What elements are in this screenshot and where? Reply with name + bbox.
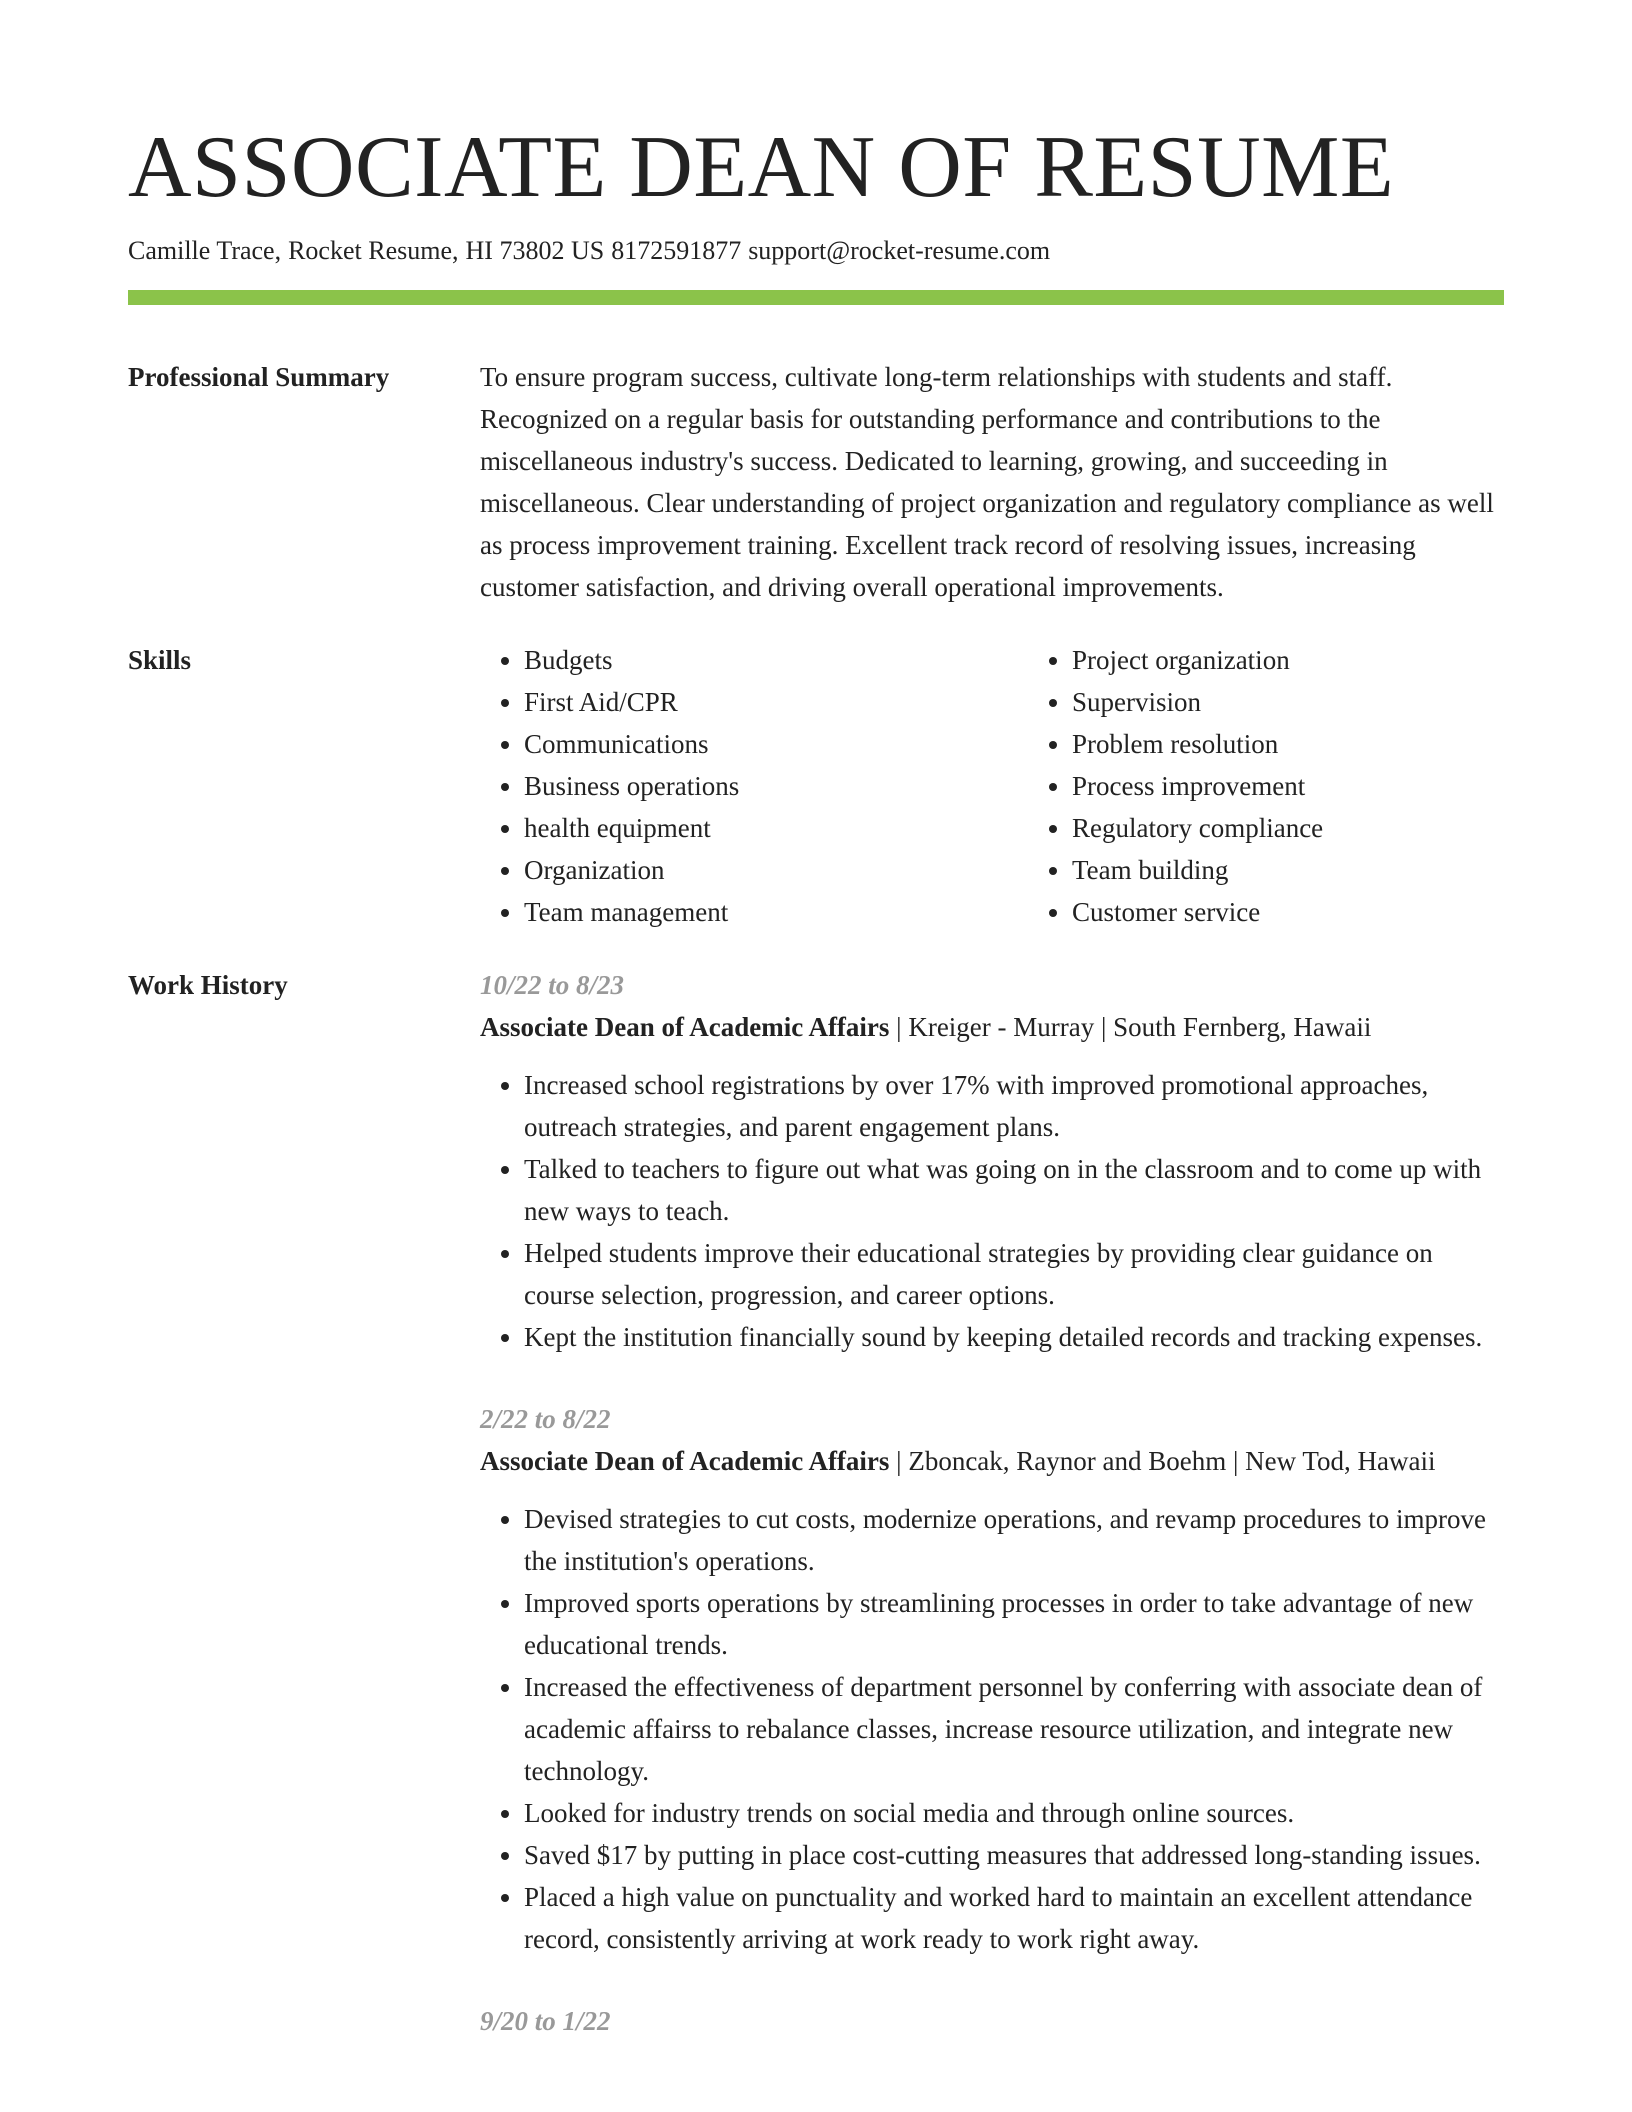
skill-item: • Problem resolution: [1072, 723, 1576, 765]
skill-item: • Business operations: [524, 765, 1028, 807]
job-title: Associate Dean of Academic Affairs: [480, 1446, 890, 1476]
job-details: | Kreiger - Murray | South Fernberg, Hawaii: [896, 1012, 1372, 1042]
job-details: | Zboncak, Raynor and Boehm | New Tod, Hawaii: [896, 1446, 1436, 1476]
skill-item: • Communications: [524, 723, 1028, 765]
job-bullet: • Devised strategies to cut costs, modernize operations, and revamp procedures to improve the institution's operations.: [524, 1498, 1504, 1582]
contact-line: [128, 234, 1504, 268]
skills-body: [480, 639, 1576, 933]
skill-item: • First Aid/CPR: [524, 681, 1028, 723]
skill-item: • Process improvement: [1072, 765, 1576, 807]
job-bullet: • Increased the effectiveness of department personnel by conferring with associate dean of academic affairss to rebalance classes, increase resource utilization, and integrate new technology.: [524, 1666, 1504, 1792]
job-bullet: • Saved $17 by putting in place cost-cutting measures that addressed long-standing issues.: [524, 1834, 1504, 1876]
resume-page: [128, 118, 1504, 2082]
contact-location: HI 73802 US: [465, 236, 605, 265]
skill-item: • Budgets: [524, 639, 1028, 681]
job-bullets: [480, 1498, 1504, 1960]
job-bullet: • Talked to teachers to figure out what was going on in the classroom and to come up with new ways to teach.: [524, 1148, 1504, 1232]
summary-heading: Professional Summary: [128, 362, 390, 392]
job-entry: [480, 2000, 1504, 2042]
skills-heading: Skills: [128, 645, 192, 675]
job-bullet: • Looked for industry trends on social media and through online sources.: [524, 1792, 1504, 1834]
accent-divider: [128, 290, 1504, 305]
job-dates: 10/22 to 8/23: [480, 970, 625, 1000]
skill-item: • Supervision: [1072, 681, 1576, 723]
job-bullet: • Placed a high value on punctuality and worked hard to maintain an excellent attendance record, consistently arriving at work ready to work right away.: [524, 1876, 1504, 1960]
contact-email: support@rocket-resume.com: [748, 236, 1051, 265]
skills-list-right: [1028, 639, 1576, 933]
job-bullet: • Kept the institution financially sound by keeping detailed records and tracking expenses.: [524, 1316, 1504, 1358]
skill-item: • Regulatory compliance: [1072, 807, 1576, 849]
job-entry: [480, 1398, 1504, 1960]
job-dates: 2/22 to 8/22: [480, 1404, 611, 1434]
job-bullet: • Helped students improve their educational strategies by providing clear guidance on course selection, progression, and career options.: [524, 1232, 1504, 1316]
skills-columns: [480, 639, 1576, 933]
summary-body: [480, 356, 1504, 608]
skill-item: • Project organization: [1072, 639, 1576, 681]
contact-company: Rocket Resume,: [288, 236, 459, 265]
skills-section: [128, 639, 1504, 933]
job-bullet: • Increased school registrations by over 17% with improved promotional approaches, outreach strategies, and parent engagement plans.: [524, 1064, 1504, 1148]
work-history-section: [128, 964, 1504, 2082]
summary-section: [128, 356, 1504, 608]
summary-text: To ensure program success, cultivate long-term relationships with students and staff. Recognized on a regular basis for outstanding performance and contributions to the miscellaneous industry's success. Dedicated to learning, growing, and succeeding in miscellaneous. Clear understanding of project organization and regulatory compliance as well as process improvement training. Excellent track record of resolving issues, increasing customer satisfaction, and driving overall operational improvements.: [480, 362, 1494, 602]
skills-list-left: [480, 639, 1028, 933]
job-entry: [480, 964, 1504, 1358]
skill-item: • Team building: [1072, 849, 1576, 891]
skill-item: • Customer service: [1072, 891, 1576, 933]
skill-item: • Organization: [524, 849, 1028, 891]
contact-name: Camille Trace,: [128, 236, 282, 265]
job-bullet: • Improved sports operations by streamlining processes in order to take advantage of new educational trends.: [524, 1582, 1504, 1666]
work-history-heading: Work History: [128, 970, 288, 1000]
skill-item: • Team management: [524, 891, 1028, 933]
job-dates: 9/20 to 1/22: [480, 2006, 611, 2036]
contact-phone: 8172591877: [611, 236, 742, 265]
work-history-body: [480, 964, 1504, 2082]
job-header: [480, 1006, 1504, 1048]
job-bullets: [480, 1064, 1504, 1358]
resume-title: ASSOCIATE DEAN OF RESUME: [128, 119, 1395, 216]
job-title: Associate Dean of Academic Affairs: [480, 1012, 890, 1042]
skill-item: • health equipment: [524, 807, 1028, 849]
job-header: [480, 1440, 1504, 1482]
